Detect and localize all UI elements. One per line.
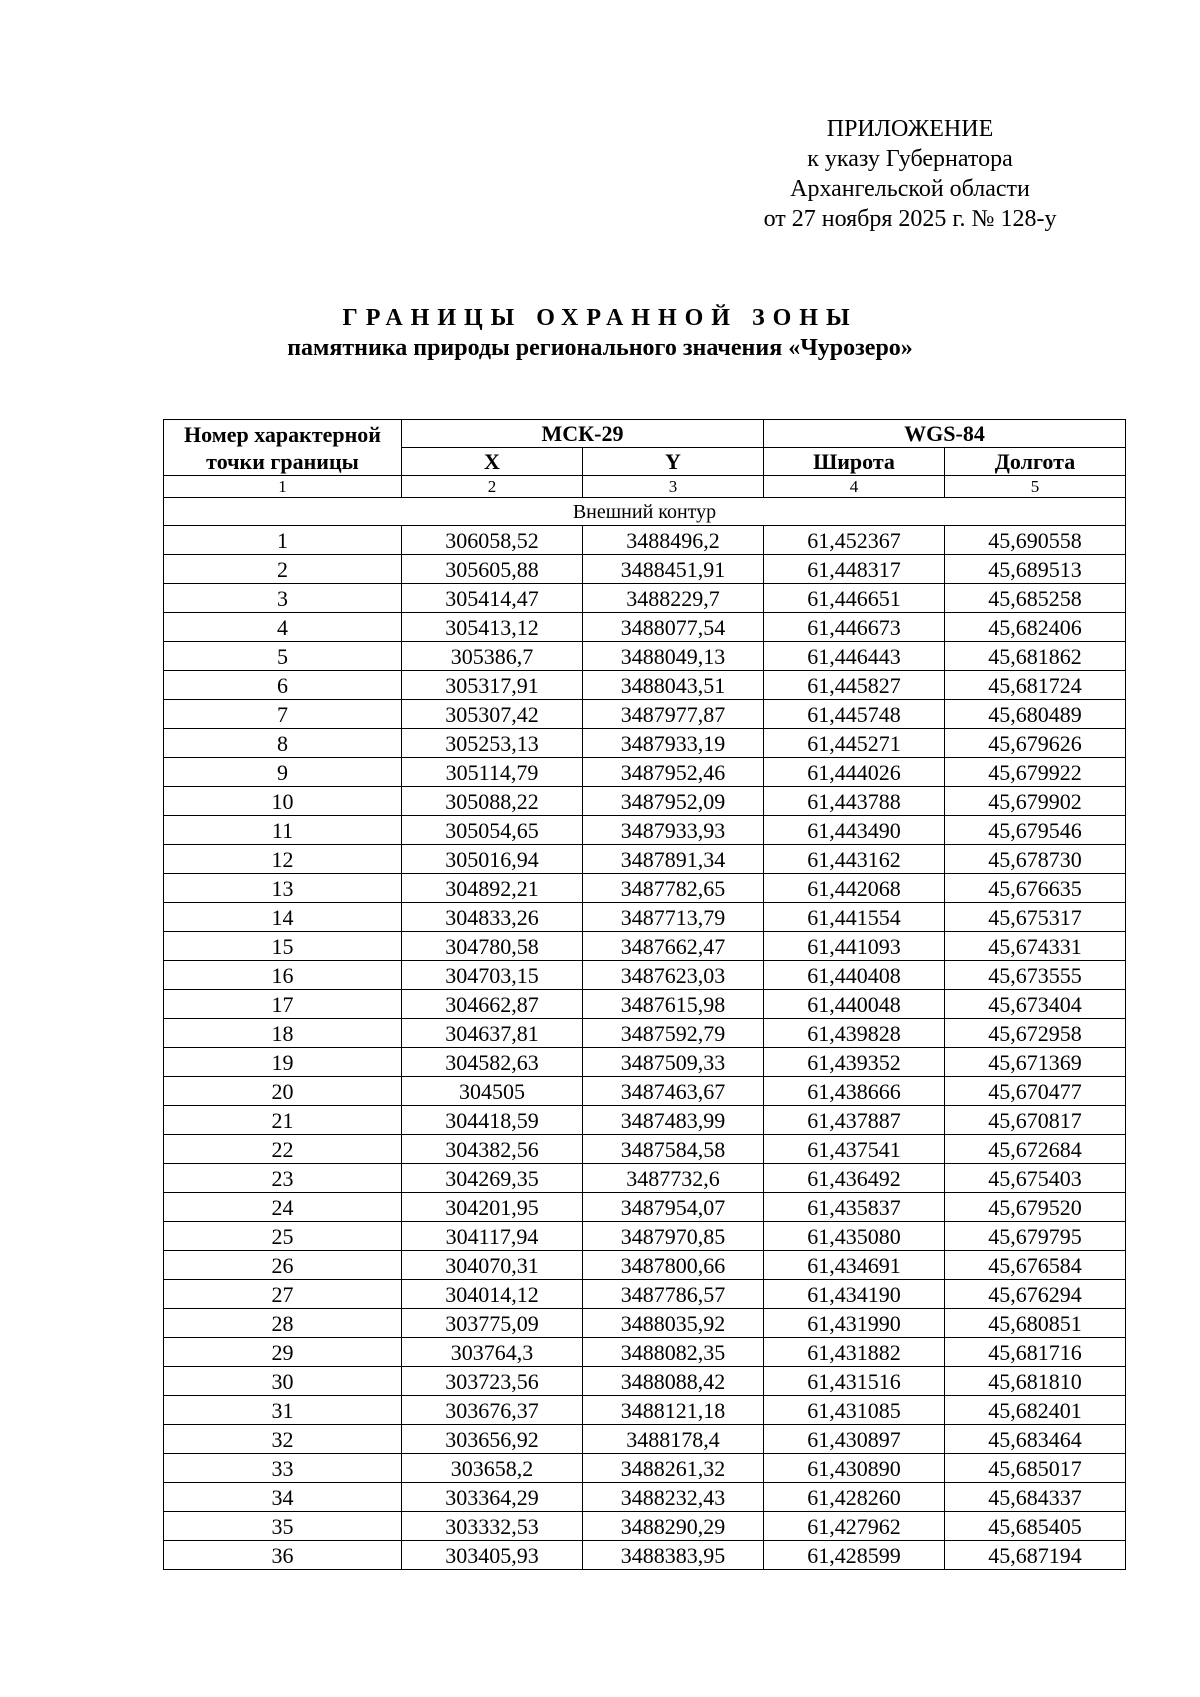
cell-x: 303658,2 [402, 1454, 583, 1483]
cell-point-number: 13 [164, 874, 402, 903]
cell-longitude: 45,679520 [945, 1193, 1126, 1222]
cell-y: 3487954,07 [583, 1193, 764, 1222]
cell-point-number: 14 [164, 903, 402, 932]
cell-longitude: 45,687194 [945, 1541, 1126, 1570]
table-row [164, 1251, 1126, 1280]
cell-point-number: 3 [164, 584, 402, 613]
cell-longitude: 45,681716 [945, 1338, 1126, 1367]
cell-y: 3487483,99 [583, 1106, 764, 1135]
cell-longitude: 45,676584 [945, 1251, 1126, 1280]
appendix-date-number: от 27 ноября 2025 г. № 128-у [763, 206, 1057, 232]
table-row [164, 1309, 1126, 1338]
cell-y: 3487615,98 [583, 990, 764, 1019]
cell-x: 304833,26 [402, 903, 583, 932]
cell-point-number: 26 [164, 1251, 402, 1280]
cell-y: 3488229,7 [583, 584, 764, 613]
cell-x: 305253,13 [402, 729, 583, 758]
cell-y: 3487933,19 [583, 729, 764, 758]
cell-latitude: 61,445271 [764, 729, 945, 758]
cell-point-number: 35 [164, 1512, 402, 1541]
cell-latitude: 61,440408 [764, 961, 945, 990]
cell-x: 305317,91 [402, 671, 583, 700]
cell-x: 305605,88 [402, 555, 583, 584]
cell-x: 304117,94 [402, 1222, 583, 1251]
table-row [164, 990, 1126, 1019]
appendix-label: ПРИЛОЖЕНИЕ [826, 116, 994, 142]
cell-y: 3488232,43 [583, 1483, 764, 1512]
table-row [164, 1338, 1126, 1367]
section-row [164, 498, 1126, 526]
cell-x: 303723,56 [402, 1367, 583, 1396]
cell-latitude: 61,440048 [764, 990, 945, 1019]
cell-longitude: 45,685017 [945, 1454, 1126, 1483]
cell-y: 3488451,91 [583, 555, 764, 584]
cell-latitude: 61,430897 [764, 1425, 945, 1454]
cell-y: 3488035,92 [583, 1309, 764, 1338]
cell-latitude: 61,444026 [764, 758, 945, 787]
cell-x: 303676,37 [402, 1396, 583, 1425]
cell-point-number: 18 [164, 1019, 402, 1048]
cell-longitude: 45,679795 [945, 1222, 1126, 1251]
cell-point-number: 8 [164, 729, 402, 758]
cell-point-number: 11 [164, 816, 402, 845]
cell-y: 3488049,13 [583, 642, 764, 671]
cell-latitude: 61,436492 [764, 1164, 945, 1193]
cell-x: 304070,31 [402, 1251, 583, 1280]
cell-y: 3488178,4 [583, 1425, 764, 1454]
cell-longitude: 45,678730 [945, 845, 1126, 874]
cell-point-number: 1 [164, 526, 402, 555]
title-main: ГРАНИЦЫ ОХРАННОЙ ЗОНЫ [342, 305, 858, 331]
column-number: 2 [402, 476, 583, 498]
cell-point-number: 7 [164, 700, 402, 729]
cell-x: 305088,22 [402, 787, 583, 816]
cell-point-number: 12 [164, 845, 402, 874]
cell-x: 305114,79 [402, 758, 583, 787]
cell-y: 3488082,35 [583, 1338, 764, 1367]
cell-point-number: 34 [164, 1483, 402, 1512]
header-msk-29: МСК-29 [402, 420, 764, 448]
cell-point-number: 15 [164, 932, 402, 961]
cell-point-number: 33 [164, 1454, 402, 1483]
cell-latitude: 61,445748 [764, 700, 945, 729]
table-row [164, 845, 1126, 874]
cell-latitude: 61,431882 [764, 1338, 945, 1367]
cell-longitude: 45,673555 [945, 961, 1126, 990]
table-row [164, 758, 1126, 787]
cell-x: 303656,92 [402, 1425, 583, 1454]
cell-point-number: 25 [164, 1222, 402, 1251]
cell-y: 3488496,2 [583, 526, 764, 555]
document-title [0, 303, 1200, 363]
cell-longitude: 45,672684 [945, 1135, 1126, 1164]
header-x: X [402, 448, 583, 476]
cell-longitude: 45,682401 [945, 1396, 1126, 1425]
cell-x: 305413,12 [402, 613, 583, 642]
column-number: 4 [764, 476, 945, 498]
table-row [164, 903, 1126, 932]
cell-x: 304201,95 [402, 1193, 583, 1222]
cell-point-number: 36 [164, 1541, 402, 1570]
cell-y: 3487933,93 [583, 816, 764, 845]
cell-longitude: 45,690558 [945, 526, 1126, 555]
cell-latitude: 61,434190 [764, 1280, 945, 1309]
header-point-number [164, 420, 402, 476]
cell-point-number: 19 [164, 1048, 402, 1077]
cell-y: 3488088,42 [583, 1367, 764, 1396]
cell-latitude: 61,452367 [764, 526, 945, 555]
header-latitude: Широта [764, 448, 945, 476]
table-row [164, 1048, 1126, 1077]
cell-point-number: 32 [164, 1425, 402, 1454]
cell-x: 304582,63 [402, 1048, 583, 1077]
cell-latitude: 61,431516 [764, 1367, 945, 1396]
cell-y: 3487952,09 [583, 787, 764, 816]
table-row [164, 932, 1126, 961]
header-point-number-label: Номер характерной точки границы [184, 421, 381, 474]
table-row [164, 961, 1126, 990]
cell-latitude: 61,435837 [764, 1193, 945, 1222]
table-row [164, 1425, 1126, 1454]
table-row [164, 1512, 1126, 1541]
cell-latitude: 61,443490 [764, 816, 945, 845]
cell-x: 305386,7 [402, 642, 583, 671]
cell-y: 3487891,34 [583, 845, 764, 874]
table-row [164, 700, 1126, 729]
cell-latitude: 61,439828 [764, 1019, 945, 1048]
cell-x: 304014,12 [402, 1280, 583, 1309]
table-row [164, 1483, 1126, 1512]
cell-latitude: 61,446443 [764, 642, 945, 671]
cell-y: 3488261,32 [583, 1454, 764, 1483]
cell-y: 3487662,47 [583, 932, 764, 961]
cell-longitude: 45,674331 [945, 932, 1126, 961]
cell-x: 304269,35 [402, 1164, 583, 1193]
table-row [164, 671, 1126, 700]
cell-y: 3488043,51 [583, 671, 764, 700]
cell-x: 303764,3 [402, 1338, 583, 1367]
cell-y: 3487970,85 [583, 1222, 764, 1251]
table-row [164, 613, 1126, 642]
cell-point-number: 2 [164, 555, 402, 584]
cell-y: 3487786,57 [583, 1280, 764, 1309]
cell-x: 306058,52 [402, 526, 583, 555]
cell-x: 305054,65 [402, 816, 583, 845]
cell-y: 3487584,58 [583, 1135, 764, 1164]
cell-latitude: 61,437887 [764, 1106, 945, 1135]
table-row [164, 1077, 1126, 1106]
cell-longitude: 45,681862 [945, 642, 1126, 671]
cell-latitude: 61,427962 [764, 1512, 945, 1541]
cell-x: 303405,93 [402, 1541, 583, 1570]
cell-x: 304780,58 [402, 932, 583, 961]
cell-x: 305016,94 [402, 845, 583, 874]
table-row [164, 526, 1126, 555]
cell-point-number: 17 [164, 990, 402, 1019]
cell-latitude: 61,431085 [764, 1396, 945, 1425]
cell-point-number: 20 [164, 1077, 402, 1106]
table-row [164, 1280, 1126, 1309]
cell-x: 303775,09 [402, 1309, 583, 1338]
cell-latitude: 61,435080 [764, 1222, 945, 1251]
cell-y: 3487623,03 [583, 961, 764, 990]
cell-y: 3487713,79 [583, 903, 764, 932]
cell-longitude: 45,673404 [945, 990, 1126, 1019]
cell-point-number: 30 [164, 1367, 402, 1396]
cell-latitude: 61,443788 [764, 787, 945, 816]
table-row [164, 555, 1126, 584]
cell-x: 305307,42 [402, 700, 583, 729]
cell-latitude: 61,439352 [764, 1048, 945, 1077]
cell-longitude: 45,676294 [945, 1280, 1126, 1309]
column-number: 1 [164, 476, 402, 498]
cell-x: 303332,53 [402, 1512, 583, 1541]
header-y: Y [583, 448, 764, 476]
cell-y: 3488290,29 [583, 1512, 764, 1541]
cell-longitude: 45,679922 [945, 758, 1126, 787]
section-outer-contour: Внешний контур [164, 498, 1126, 526]
cell-x: 303364,29 [402, 1483, 583, 1512]
table-row [164, 816, 1126, 845]
cell-longitude: 45,685258 [945, 584, 1126, 613]
cell-y: 3488121,18 [583, 1396, 764, 1425]
cell-x: 304662,87 [402, 990, 583, 1019]
cell-longitude: 45,683464 [945, 1425, 1126, 1454]
cell-x: 304637,81 [402, 1019, 583, 1048]
cell-point-number: 31 [164, 1396, 402, 1425]
table-row [164, 874, 1126, 903]
cell-latitude: 61,445827 [764, 671, 945, 700]
title-subtitle: памятника природы регионального значения «Чурозеро» [287, 335, 913, 361]
cell-y: 3487952,46 [583, 758, 764, 787]
cell-point-number: 6 [164, 671, 402, 700]
cell-longitude: 45,681810 [945, 1367, 1126, 1396]
table-row [164, 1222, 1126, 1251]
table-row [164, 1454, 1126, 1483]
cell-latitude: 61,434691 [764, 1251, 945, 1280]
cell-x: 304418,59 [402, 1106, 583, 1135]
cell-longitude: 45,685405 [945, 1512, 1126, 1541]
table-row [164, 1106, 1126, 1135]
cell-longitude: 45,670817 [945, 1106, 1126, 1135]
cell-point-number: 5 [164, 642, 402, 671]
cell-longitude: 45,676635 [945, 874, 1126, 903]
cell-y: 3487732,6 [583, 1164, 764, 1193]
cell-longitude: 45,675317 [945, 903, 1126, 932]
cell-latitude: 61,443162 [764, 845, 945, 874]
cell-latitude: 61,446673 [764, 613, 945, 642]
cell-y: 3487463,67 [583, 1077, 764, 1106]
cell-longitude: 45,684337 [945, 1483, 1126, 1512]
cell-y: 3487782,65 [583, 874, 764, 903]
cell-point-number: 21 [164, 1106, 402, 1135]
table-row [164, 1019, 1126, 1048]
cell-latitude: 61,441554 [764, 903, 945, 932]
table-row [164, 1135, 1126, 1164]
cell-point-number: 16 [164, 961, 402, 990]
header-wgs-84: WGS-84 [764, 420, 1126, 448]
appendix-header [700, 114, 1120, 234]
cell-longitude: 45,682406 [945, 613, 1126, 642]
cell-longitude: 45,689513 [945, 555, 1126, 584]
cell-y: 3487800,66 [583, 1251, 764, 1280]
cell-longitude: 45,671369 [945, 1048, 1126, 1077]
cell-longitude: 45,680489 [945, 700, 1126, 729]
cell-longitude: 45,679626 [945, 729, 1126, 758]
cell-point-number: 27 [164, 1280, 402, 1309]
cell-y: 3487977,87 [583, 700, 764, 729]
table-row [164, 584, 1126, 613]
cell-latitude: 61,448317 [764, 555, 945, 584]
cell-longitude: 45,681724 [945, 671, 1126, 700]
cell-point-number: 29 [164, 1338, 402, 1367]
cell-point-number: 24 [164, 1193, 402, 1222]
cell-latitude: 61,441093 [764, 932, 945, 961]
column-number: 5 [945, 476, 1126, 498]
cell-x: 304892,21 [402, 874, 583, 903]
table-row [164, 1367, 1126, 1396]
table-row [164, 729, 1126, 758]
appendix-decree-ref: к указу Губернатора [807, 146, 1013, 172]
cell-point-number: 22 [164, 1135, 402, 1164]
cell-y: 3488383,95 [583, 1541, 764, 1570]
header-longitude: Долгота [945, 448, 1126, 476]
appendix-region: Архангельской области [790, 176, 1030, 202]
cell-y: 3487592,79 [583, 1019, 764, 1048]
cell-latitude: 61,430890 [764, 1454, 945, 1483]
table-row [164, 1164, 1126, 1193]
column-number-row [164, 476, 1126, 498]
cell-point-number: 9 [164, 758, 402, 787]
column-number: 3 [583, 476, 764, 498]
cell-x: 304703,15 [402, 961, 583, 990]
cell-longitude: 45,679902 [945, 787, 1126, 816]
table-body [164, 476, 1126, 1570]
cell-latitude: 61,428599 [764, 1541, 945, 1570]
header-row-1 [164, 420, 1126, 448]
cell-point-number: 23 [164, 1164, 402, 1193]
cell-latitude: 61,438666 [764, 1077, 945, 1106]
table-row [164, 1541, 1126, 1570]
cell-latitude: 61,442068 [764, 874, 945, 903]
cell-x: 304505 [402, 1077, 583, 1106]
table-row [164, 1396, 1126, 1425]
cell-longitude: 45,675403 [945, 1164, 1126, 1193]
cell-x: 304382,56 [402, 1135, 583, 1164]
cell-longitude: 45,680851 [945, 1309, 1126, 1338]
cell-latitude: 61,446651 [764, 584, 945, 613]
cell-y: 3487509,33 [583, 1048, 764, 1077]
cell-latitude: 61,428260 [764, 1483, 945, 1512]
cell-longitude: 45,672958 [945, 1019, 1126, 1048]
cell-longitude: 45,670477 [945, 1077, 1126, 1106]
table-row [164, 787, 1126, 816]
cell-y: 3488077,54 [583, 613, 764, 642]
table-row [164, 1193, 1126, 1222]
table-row [164, 642, 1126, 671]
boundary-coordinates-table [163, 419, 1126, 1570]
cell-longitude: 45,679546 [945, 816, 1126, 845]
cell-point-number: 4 [164, 613, 402, 642]
cell-point-number: 28 [164, 1309, 402, 1338]
cell-latitude: 61,437541 [764, 1135, 945, 1164]
cell-x: 305414,47 [402, 584, 583, 613]
cell-latitude: 61,431990 [764, 1309, 945, 1338]
cell-point-number: 10 [164, 787, 402, 816]
